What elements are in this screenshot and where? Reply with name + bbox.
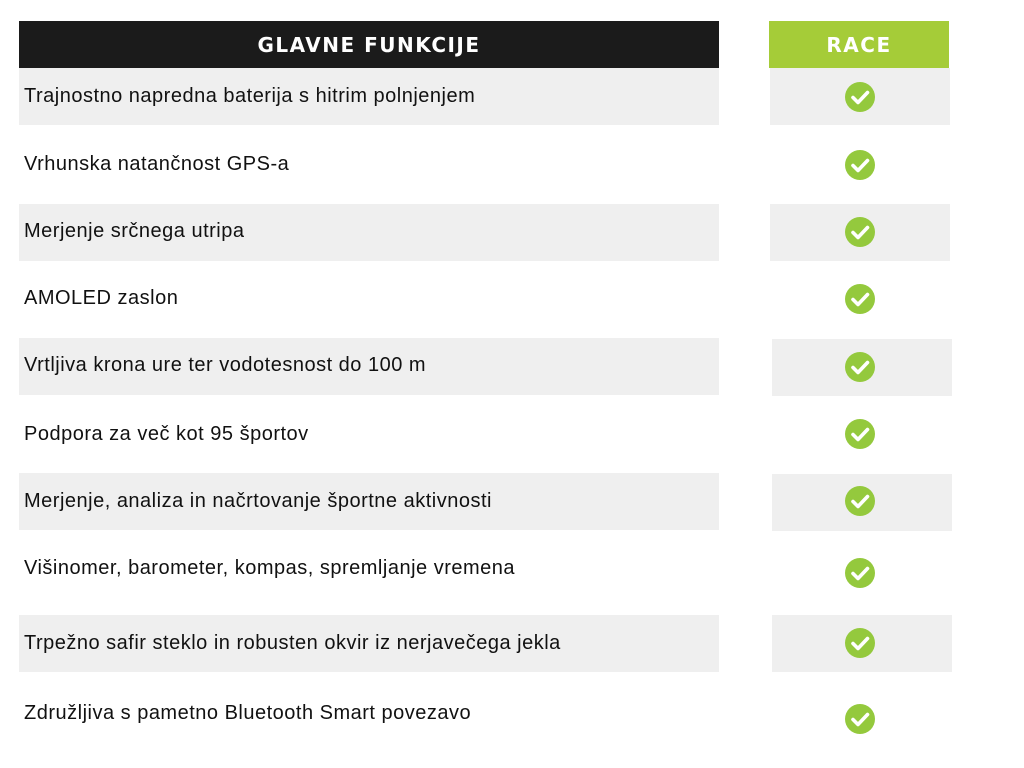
feature-label: Merjenje srčnega utripa xyxy=(24,220,245,242)
feature-label: Trpežno safir steklo in robusten okvir iz nerjavečega jekla xyxy=(24,632,561,654)
check-icon xyxy=(845,352,875,382)
race-column-header: RACE xyxy=(769,21,949,68)
check-icon xyxy=(845,704,875,734)
check-icon xyxy=(845,419,875,449)
feature-label: Vrtljiva krona ure ter vodotesnost do 100 m xyxy=(24,354,427,376)
check-icon xyxy=(845,82,875,112)
feature-label: Višinomer, barometer, kompas, spremljanje vremena xyxy=(24,557,516,579)
feature-label: Vrhunska natančnost GPS-a xyxy=(24,153,290,175)
feature-label: Merjenje, analiza in načrtovanje športne aktivnosti xyxy=(24,490,492,512)
feature-label: Trajnostno napredna baterija s hitrim polnjenjem xyxy=(24,85,476,107)
check-icon xyxy=(845,558,875,588)
feature-label: AMOLED zaslon xyxy=(24,287,179,309)
check-icon xyxy=(845,486,875,516)
feature-label: Združljiva s pametno Bluetooth Smart povezavo xyxy=(24,702,472,724)
feature-label: Podpora za več kot 95 športov xyxy=(24,423,309,445)
check-icon xyxy=(845,217,875,247)
features-column-header: GLAVNE FUNKCIJE xyxy=(19,21,719,68)
check-icon xyxy=(845,284,875,314)
check-icon xyxy=(845,628,875,658)
check-icon xyxy=(845,150,875,180)
